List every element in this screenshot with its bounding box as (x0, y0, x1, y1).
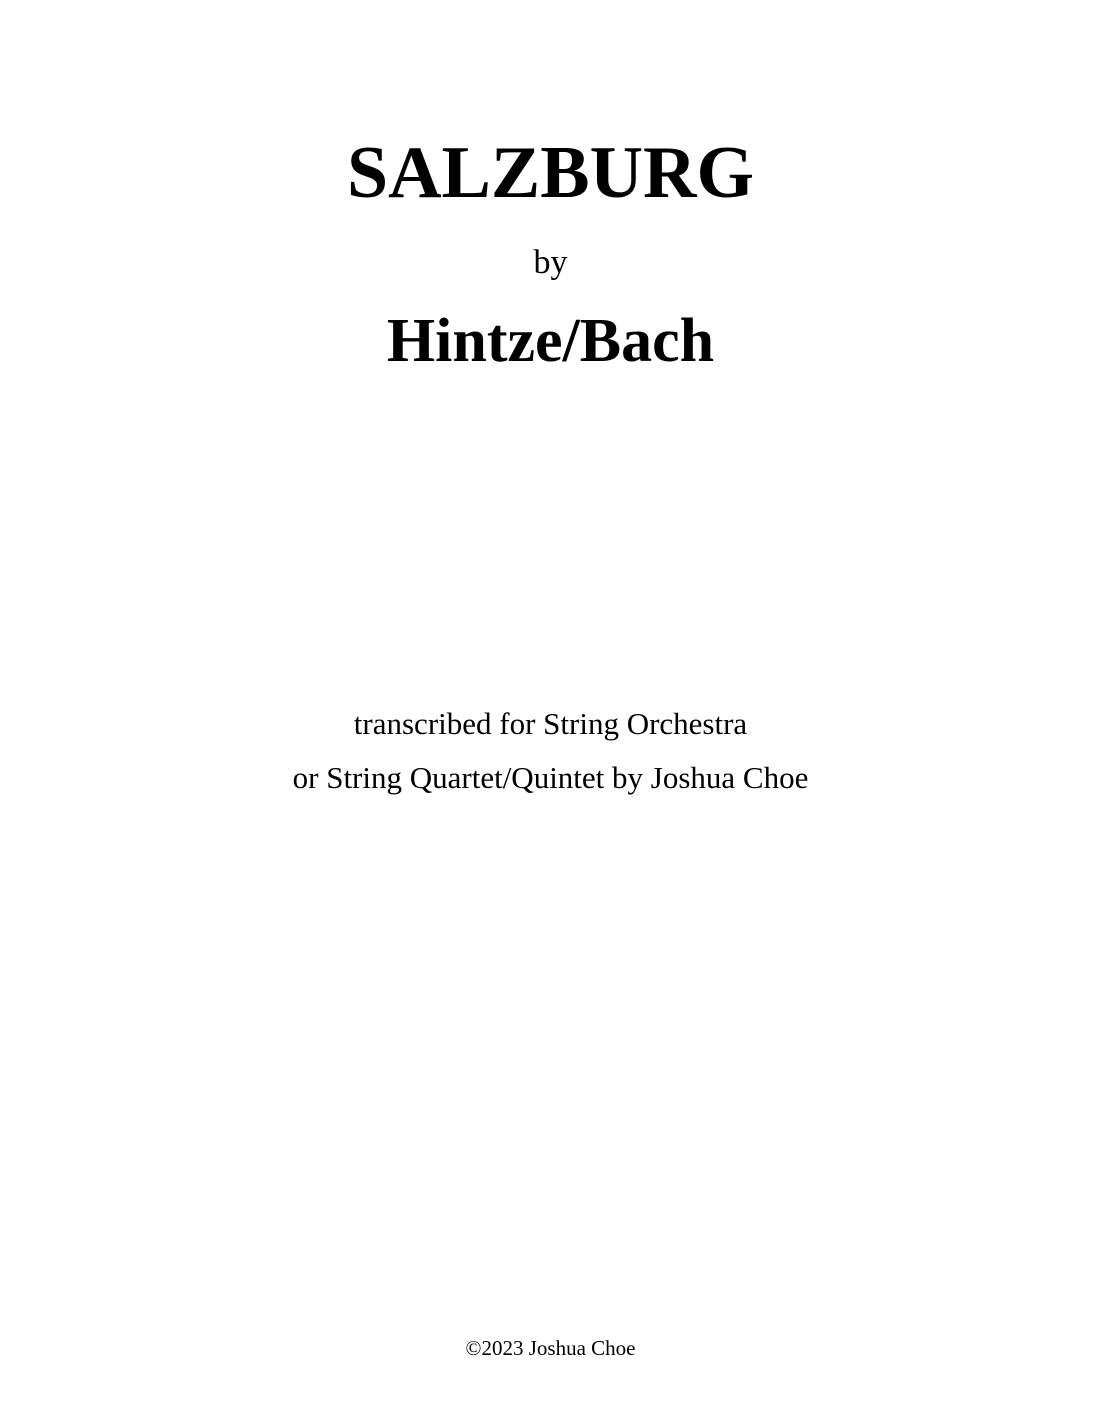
composer-name: Hintze/Bach (386, 307, 715, 375)
by-label: by (533, 244, 568, 281)
transcription-note-line-1: transcribed for String Orchestra (353, 706, 748, 741)
copyright-notice: ©2023 Joshua Choe (465, 1336, 636, 1360)
piece-title: SALZBURG (346, 132, 755, 214)
transcription-note-line-2: or String Quartet/Quintet by Joshua Choe (292, 760, 809, 795)
